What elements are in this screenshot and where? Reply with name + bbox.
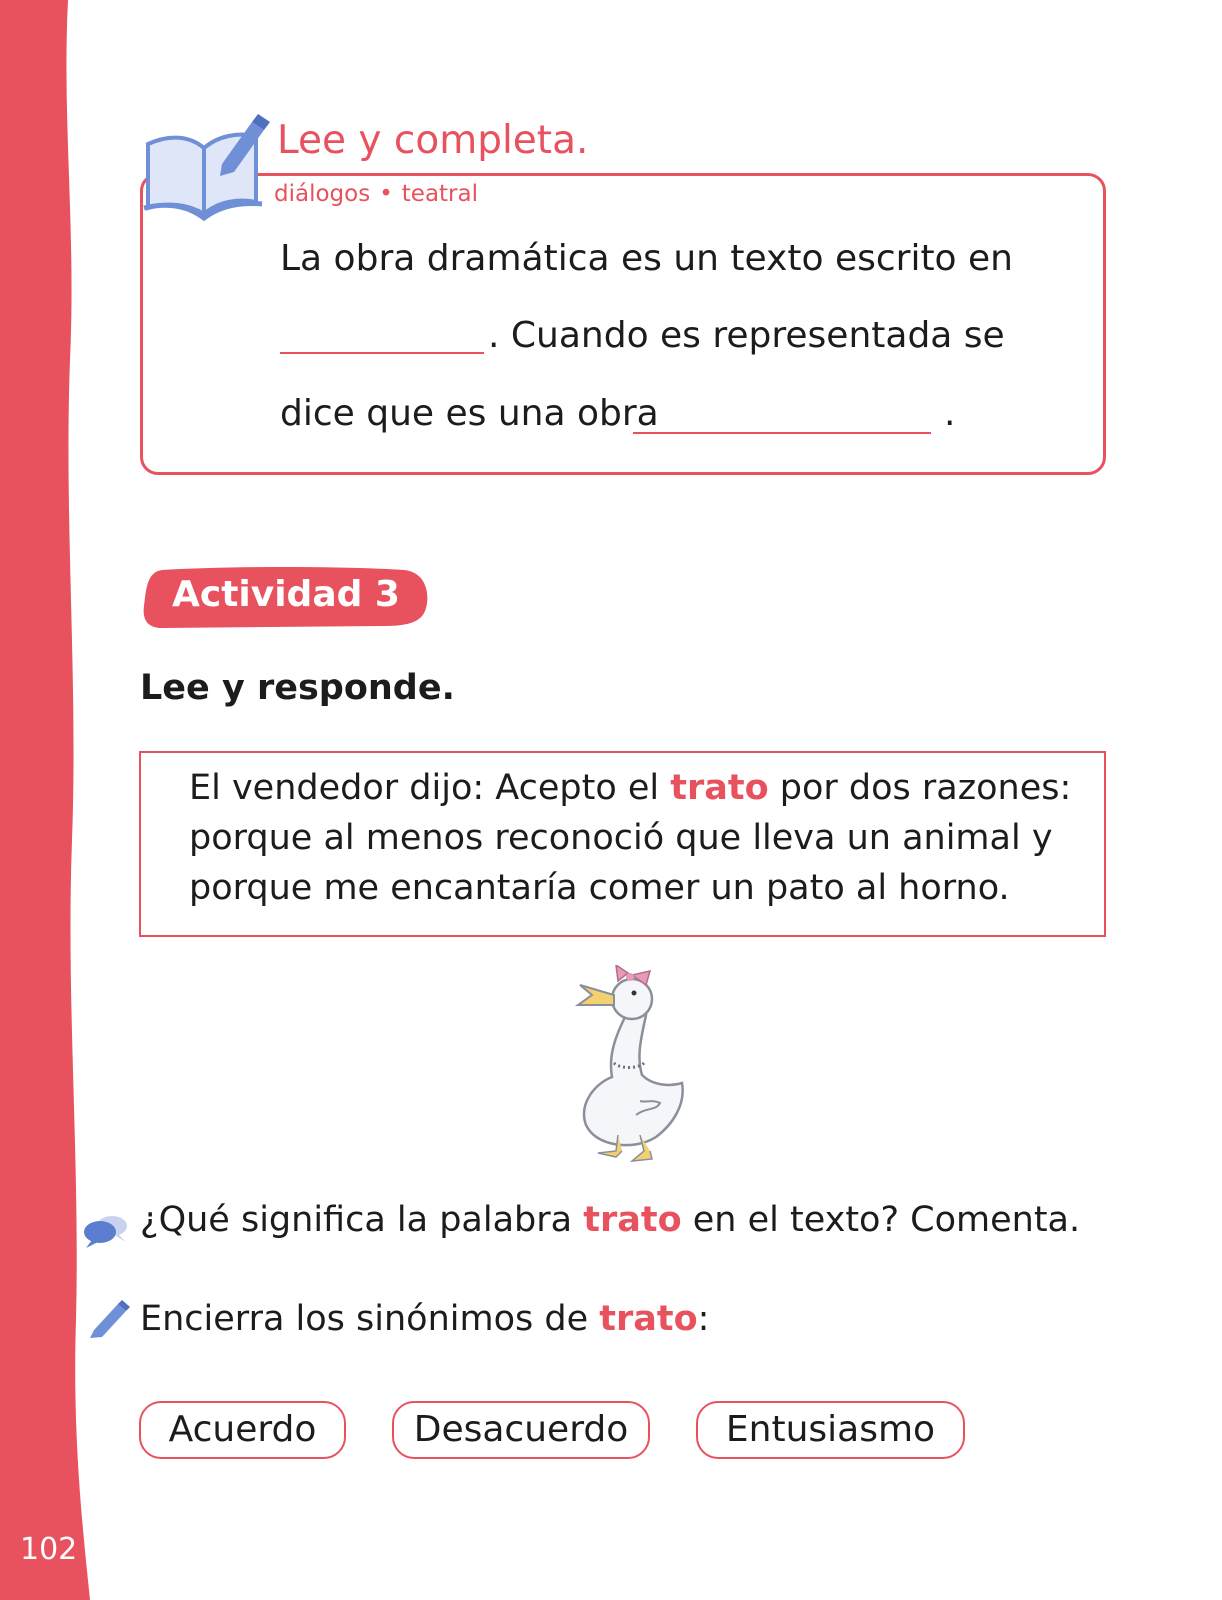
tag-teatral: teatral bbox=[401, 181, 479, 207]
question-text: : bbox=[697, 1299, 710, 1339]
quote-line-1 bbox=[189, 768, 1071, 808]
page-side-band bbox=[0, 0, 100, 1600]
option-entusiasmo[interactable]: Entusiasmo bbox=[696, 1401, 965, 1459]
keyword-trato: trato bbox=[599, 1299, 698, 1339]
blank-2[interactable] bbox=[633, 432, 931, 434]
completion-line-3: dice que es una obra bbox=[280, 393, 659, 434]
activity-instruction: Lee y responde. bbox=[140, 668, 455, 708]
question-1 bbox=[140, 1200, 1080, 1240]
quote-line-3: porque me encantaría comer un pato al horno. bbox=[189, 868, 1010, 908]
book-pencil-icon bbox=[140, 112, 272, 224]
page-number: 102 bbox=[20, 1532, 78, 1567]
speech-bubbles-icon bbox=[82, 1212, 130, 1250]
question-text: Encierra los sinónimos de bbox=[140, 1299, 600, 1339]
question-2 bbox=[140, 1299, 709, 1339]
quote-text: por dos razones: bbox=[768, 768, 1072, 808]
question-text: en el texto? Comenta. bbox=[681, 1200, 1081, 1240]
tag-separator: • bbox=[379, 181, 393, 207]
completion-line-1: La obra dramática es un texto escrito en bbox=[280, 238, 1013, 279]
activity-label: Actividad 3 bbox=[172, 574, 400, 615]
option-desacuerdo[interactable]: Desacuerdo bbox=[392, 1401, 650, 1459]
question-text: ¿Qué significa la palabra bbox=[140, 1200, 584, 1240]
section-title: Lee y completa. bbox=[277, 118, 589, 163]
keyword-trato: trato bbox=[670, 768, 769, 808]
tag-dialogos: diálogos bbox=[274, 181, 371, 207]
duck-illustration bbox=[556, 965, 692, 1165]
vocabulary-tags bbox=[274, 181, 478, 207]
pencil-icon bbox=[88, 1298, 130, 1338]
quote-line-2: porque al menos reconoció que lleva un animal y bbox=[189, 818, 1053, 858]
blank-1[interactable] bbox=[280, 352, 484, 354]
completion-line-2: . Cuando es representada se bbox=[488, 315, 1005, 356]
quote-text: El vendedor dijo: Acepto el bbox=[189, 768, 671, 808]
option-acuerdo[interactable]: Acuerdo bbox=[139, 1401, 346, 1459]
completion-end-period: . bbox=[944, 393, 956, 434]
keyword-trato: trato bbox=[583, 1200, 682, 1240]
